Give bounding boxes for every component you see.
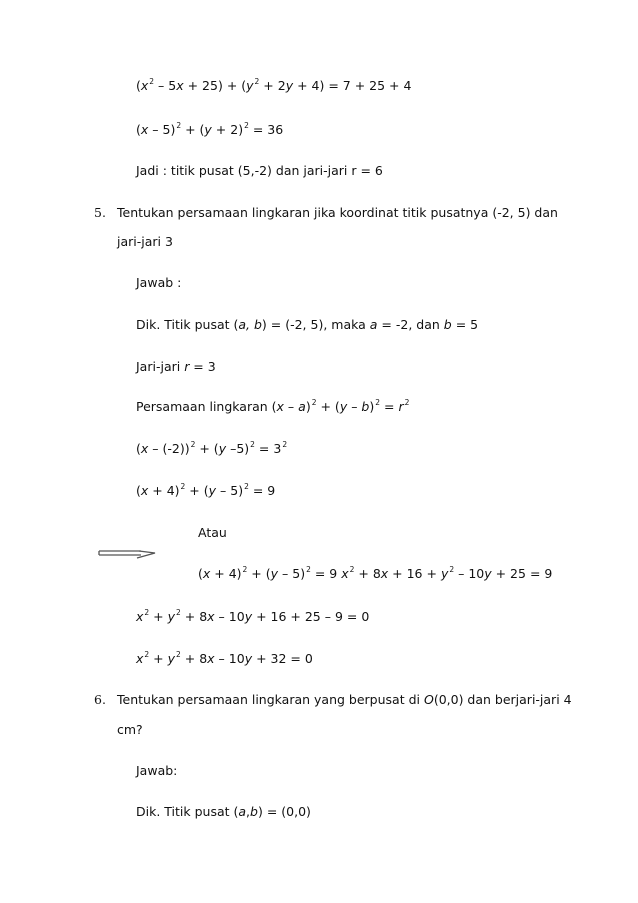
question-5-number: 5. [94, 205, 106, 220]
answer-6-label: Jawab: [136, 763, 178, 778]
equation-5c: $(x + 4)^2 + (y - 5)^2 = 9$ $x^2 + 8x + 16 + y^2 - 10y + 25 = 9$ [198, 565, 553, 581]
question-6-text-b: cm? [117, 722, 143, 737]
radius-5: Jari-jari r = 3 [136, 359, 216, 374]
equation-line-1: $(x^2 - 5x + 25) + (y^2 + 2y + 4) = 7 + 25 + 4$ [136, 77, 412, 93]
implies-arrow-icon [97, 545, 157, 563]
equation-5e: $x^2 + y^2 + 8x - 10y + 32 = 0$ [136, 650, 313, 666]
given-6: Dik. Titik pusat (a,b) = (0,0) [136, 804, 311, 819]
equation-line-2: $(x - 5)^2 + (y + 2)^2 = 36$ [136, 121, 284, 137]
circle-equation-formula: Persamaan lingkaran $(x - a)^2 + (y - b)^2 = r^2$ [136, 398, 410, 414]
question-5-text-b: jari-jari 3 [117, 234, 173, 249]
or-label: Atau [198, 525, 227, 540]
equation-5a: (x – (-2))$^2$ + (y $-5)^2 = 3^2$ [136, 440, 288, 456]
question-6-number: 6. [94, 692, 106, 707]
conclusion-line: Jadi : titik pusat (5,-2) dan jari-jari r = 6 [136, 163, 383, 178]
answer-5-label: Jawab : [136, 275, 182, 290]
question-5-text-a: Tentukan persamaan lingkaran jika koordinat titik pusatnya (-2, 5) dan [117, 205, 558, 220]
question-6-text-a: Tentukan persamaan lingkaran yang berpusat di O(0,0) dan berjari-jari 4 [117, 692, 572, 707]
equation-5d: $x^2 + y^2 + 8x - 10y + 16 + 25 - 9 = 0$ [136, 608, 370, 624]
equation-5b: $(x + 4)^2 + (y - 5)^2 = 9$ [136, 482, 276, 498]
given-5: Dik. Titik pusat (a, b) = (-2, 5), maka a = -2, dan b = 5 [136, 317, 479, 332]
